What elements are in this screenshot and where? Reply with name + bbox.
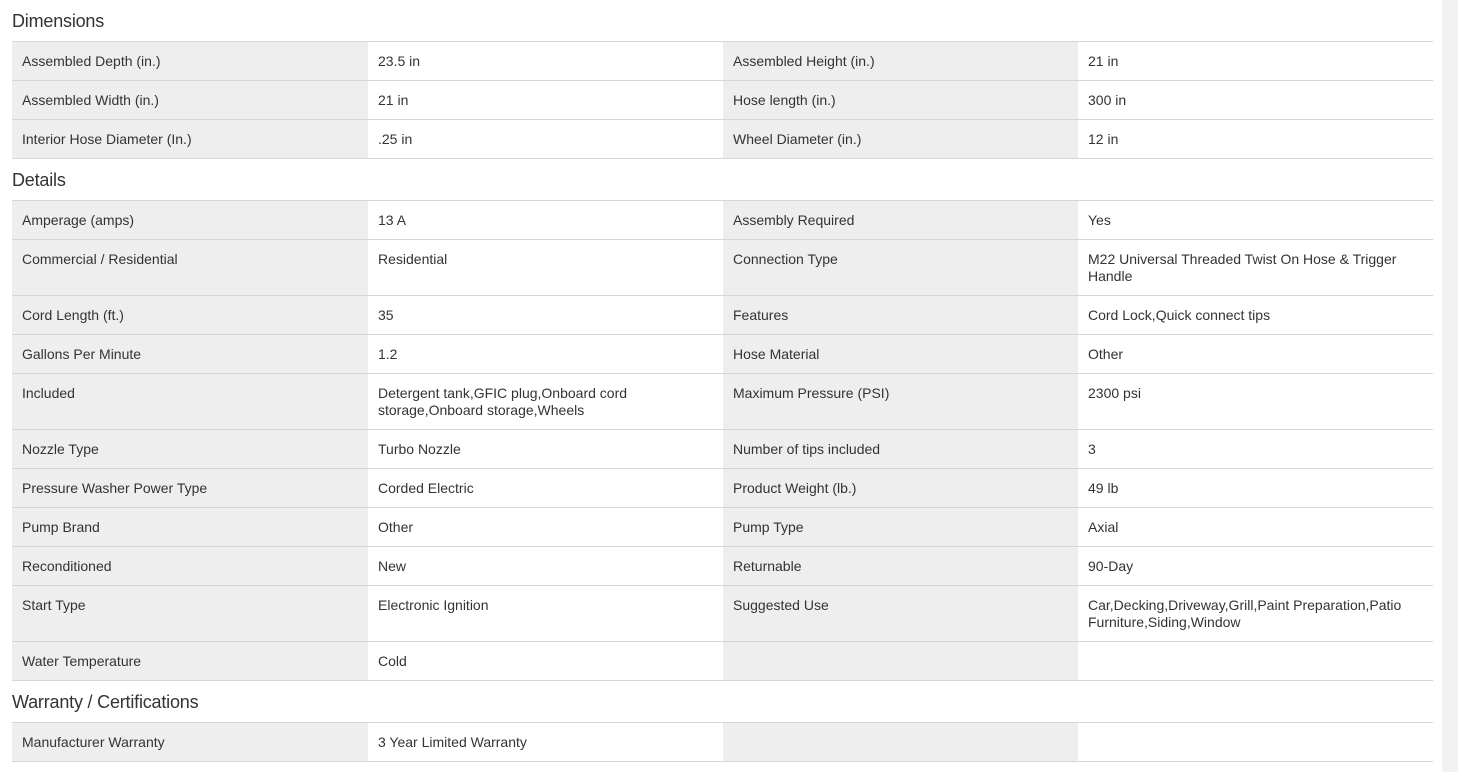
table-row <box>12 547 1433 586</box>
spec-label: Gallons Per Minute <box>12 335 368 373</box>
spec-value: 13 A <box>368 201 723 239</box>
section-title-dimensions: Dimensions <box>12 11 105 31</box>
spec-label: Start Type <box>12 586 368 641</box>
spec-value: 35 <box>368 296 723 334</box>
spec-label: Hose length (in.) <box>723 81 1078 119</box>
spec-value: Other <box>1078 335 1433 373</box>
spec-label: Cord Length (ft.) <box>12 296 368 334</box>
table-row <box>12 240 1433 296</box>
spec-label: Suggested Use <box>723 586 1078 641</box>
spec-label: Nozzle Type <box>12 430 368 468</box>
warranty-section <box>12 681 1433 762</box>
spec-value: M22 Universal Threaded Twist On Hose & Trigger Handle <box>1078 240 1433 295</box>
spec-value: Car,Decking,Driveway,Grill,Paint Preparation,Patio Furniture,Siding,Window <box>1078 586 1433 641</box>
spec-label: Pump Type <box>723 508 1078 546</box>
spec-label: Water Temperature <box>12 642 368 680</box>
details-section <box>12 159 1433 681</box>
spec-label: Number of tips included <box>723 430 1078 468</box>
spec-value: Other <box>368 508 723 546</box>
spec-label: Assembly Required <box>723 201 1078 239</box>
spec-value: 2300 psi <box>1078 374 1433 429</box>
table-row <box>12 42 1433 81</box>
scrollbar-track[interactable] <box>1442 0 1458 772</box>
spec-value: 3 Year Limited Warranty <box>368 723 723 761</box>
spec-label: Wheel Diameter (in.) <box>723 120 1078 158</box>
spec-label: Assembled Depth (in.) <box>12 42 368 80</box>
spec-label: Connection Type <box>723 240 1078 295</box>
spec-label: Amperage (amps) <box>12 201 368 239</box>
spec-label: Manufacturer Warranty <box>12 723 368 761</box>
spec-label: Hose Material <box>723 335 1078 373</box>
spec-value: 300 in <box>1078 81 1433 119</box>
spec-value: Cord Lock,Quick connect tips <box>1078 296 1433 334</box>
spec-label: Returnable <box>723 547 1078 585</box>
spec-value: 12 in <box>1078 120 1433 158</box>
dimensions-section <box>12 0 1433 159</box>
table-row <box>12 642 1433 681</box>
spec-label-empty <box>723 642 1078 680</box>
spec-value-empty <box>1078 723 1433 761</box>
table-row <box>12 586 1433 642</box>
spec-label: Included <box>12 374 368 429</box>
table-row <box>12 508 1433 547</box>
spec-value: .25 in <box>368 120 723 158</box>
section-title-warranty: Warranty / Certifications <box>12 692 199 712</box>
spec-label-empty <box>723 723 1078 761</box>
spec-label: Assembled Width (in.) <box>12 81 368 119</box>
spec-value: Electronic Ignition <box>368 586 723 641</box>
spec-label: Product Weight (lb.) <box>723 469 1078 507</box>
section-title-details: Details <box>12 170 66 190</box>
spec-value: 21 in <box>1078 42 1433 80</box>
spec-value-empty <box>1078 642 1433 680</box>
table-row <box>12 120 1433 159</box>
spec-value: 21 in <box>368 81 723 119</box>
warranty-table <box>12 722 1433 762</box>
spec-label: Features <box>723 296 1078 334</box>
table-row <box>12 201 1433 240</box>
spec-label: Maximum Pressure (PSI) <box>723 374 1078 429</box>
dimensions-table <box>12 41 1433 159</box>
table-row <box>12 374 1433 430</box>
spec-value: 49 lb <box>1078 469 1433 507</box>
specifications-panel <box>12 0 1433 762</box>
spec-label: Assembled Height (in.) <box>723 42 1078 80</box>
spec-label: Reconditioned <box>12 547 368 585</box>
spec-label: Pump Brand <box>12 508 368 546</box>
spec-value: Axial <box>1078 508 1433 546</box>
spec-label: Interior Hose Diameter (In.) <box>12 120 368 158</box>
spec-value: New <box>368 547 723 585</box>
spec-value: Turbo Nozzle <box>368 430 723 468</box>
spec-value: Residential <box>368 240 723 295</box>
details-table <box>12 200 1433 681</box>
table-row <box>12 335 1433 374</box>
spec-value: Detergent tank,GFIC plug,Onboard cord storage,Onboard storage,Wheels <box>368 374 723 429</box>
spec-value: 3 <box>1078 430 1433 468</box>
table-row <box>12 296 1433 335</box>
table-row <box>12 723 1433 762</box>
spec-value: 90-Day <box>1078 547 1433 585</box>
spec-label: Pressure Washer Power Type <box>12 469 368 507</box>
spec-value: Yes <box>1078 201 1433 239</box>
table-row <box>12 81 1433 120</box>
spec-label: Commercial / Residential <box>12 240 368 295</box>
spec-value: 1.2 <box>368 335 723 373</box>
table-row <box>12 430 1433 469</box>
spec-value: Cold <box>368 642 723 680</box>
spec-value: Corded Electric <box>368 469 723 507</box>
spec-value: 23.5 in <box>368 42 723 80</box>
table-row <box>12 469 1433 508</box>
